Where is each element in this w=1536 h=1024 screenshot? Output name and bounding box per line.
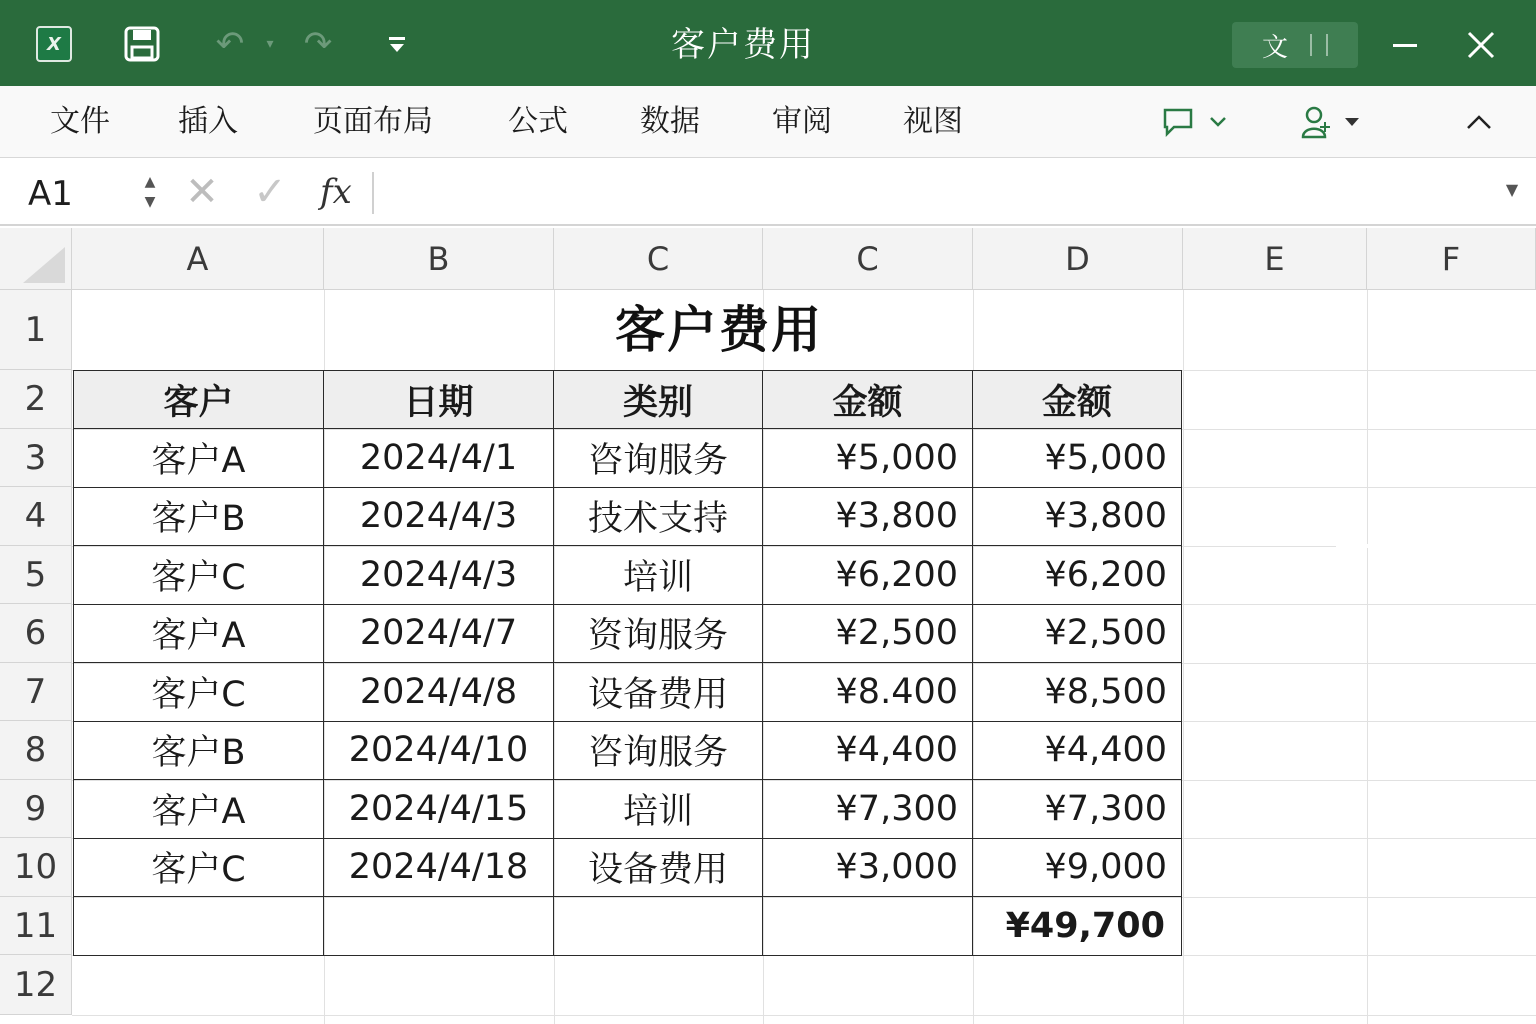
save-icon[interactable] bbox=[124, 26, 160, 62]
column-header-f[interactable]: F bbox=[1367, 228, 1536, 290]
excel-app-icon: X bbox=[36, 26, 72, 62]
table-row bbox=[74, 487, 1182, 546]
header-cell-date[interactable]: 日期 bbox=[324, 371, 554, 429]
cell-category[interactable]: 咨询服务 bbox=[554, 429, 763, 488]
chevron-down-icon[interactable] bbox=[1206, 110, 1230, 134]
column-header-b[interactable]: B bbox=[324, 228, 554, 290]
cell-amount[interactable]: ¥2,500 bbox=[763, 604, 973, 663]
header-cell-customer[interactable]: 客户 bbox=[74, 371, 324, 429]
column-header-a[interactable]: A bbox=[72, 228, 324, 290]
row-header-5[interactable]: 5 bbox=[0, 546, 72, 604]
table-row bbox=[74, 780, 1182, 839]
cell-category[interactable]: 咨询服务 bbox=[554, 721, 763, 780]
row-header-2[interactable]: 2 bbox=[0, 370, 72, 429]
ime-mode-label: 文 bbox=[1262, 32, 1289, 63]
cell-amount-2[interactable]: ¥3,800 bbox=[973, 487, 1182, 546]
cell-amount[interactable]: ¥3,800 bbox=[763, 487, 973, 546]
confirm-check-icon[interactable]: ✓ bbox=[253, 169, 287, 215]
save-icon-graphic bbox=[124, 26, 160, 62]
comment-icon[interactable] bbox=[1160, 106, 1196, 138]
row-header-8[interactable]: 8 bbox=[0, 721, 72, 780]
cell-customer[interactable]: 客户C bbox=[74, 663, 324, 722]
cell-customer[interactable]: 客户A bbox=[74, 429, 324, 488]
cell-date[interactable]: 2024/4/10 bbox=[324, 721, 554, 780]
customize-quick-access-graphic bbox=[385, 33, 409, 57]
row-header-3[interactable]: 3 bbox=[0, 429, 72, 487]
tab-insert[interactable]: 插入 bbox=[178, 104, 238, 139]
table-row bbox=[74, 838, 1182, 897]
cell-amount-2[interactable]: ¥4,400 bbox=[973, 721, 1182, 780]
cell-date[interactable]: 2024/4/18 bbox=[324, 838, 554, 897]
redo-icon[interactable]: ↷ bbox=[303, 24, 333, 64]
cell-category[interactable]: 设备费用 bbox=[554, 838, 763, 897]
cell-customer[interactable]: 客户C bbox=[74, 838, 324, 897]
header-cell-category[interactable]: 类别 bbox=[554, 371, 763, 429]
ime-indicator[interactable] bbox=[1232, 22, 1358, 68]
expand-formula-bar-icon[interactable]: ▼ bbox=[1505, 180, 1519, 199]
cell-amount[interactable]: ¥5,000 bbox=[763, 429, 973, 488]
cell-category[interactable]: 培训 bbox=[554, 546, 763, 605]
cell-date[interactable]: 2024/4/15 bbox=[324, 780, 554, 839]
divider bbox=[372, 172, 374, 214]
cancel-icon[interactable]: ✕ bbox=[185, 169, 219, 215]
cell-amount-2[interactable]: ¥2,500 bbox=[973, 604, 1182, 663]
empty-cell[interactable] bbox=[74, 897, 324, 956]
expense-table bbox=[73, 370, 1182, 956]
row-header-10[interactable]: 10 bbox=[0, 838, 72, 897]
select-all-corner[interactable] bbox=[0, 228, 72, 290]
column-header-d[interactable]: D bbox=[973, 228, 1183, 290]
title-bar bbox=[0, 0, 1536, 86]
cell-amount-2[interactable]: ¥6,200 bbox=[973, 546, 1182, 605]
tab-view[interactable]: 视图 bbox=[903, 104, 963, 139]
cell-amount[interactable]: ¥6,200 bbox=[763, 546, 973, 605]
caret-down-icon[interactable] bbox=[1340, 112, 1364, 132]
cell-category[interactable]: 培训 bbox=[554, 780, 763, 839]
ribbon-tabs bbox=[0, 86, 1536, 158]
tab-formulas[interactable]: 公式 bbox=[508, 104, 568, 139]
window-title: 客户费用 bbox=[671, 25, 815, 65]
cell-date[interactable]: 2024/4/3 bbox=[324, 546, 554, 605]
tab-data[interactable]: 数据 bbox=[640, 104, 700, 139]
cell-amount-2[interactable]: ¥5,000 bbox=[973, 429, 1182, 488]
row-header-12[interactable]: 12 bbox=[0, 955, 72, 1015]
chevron-down-icon-graphic bbox=[1209, 116, 1227, 128]
row-header-9[interactable]: 9 bbox=[0, 780, 72, 838]
gridline bbox=[1367, 290, 1368, 1024]
row-header-7[interactable]: 7 bbox=[0, 663, 72, 721]
row-header-1[interactable]: 1 bbox=[0, 290, 72, 370]
column-header-e[interactable]: E bbox=[1183, 228, 1367, 290]
tab-page-layout[interactable]: 页面布局 bbox=[313, 104, 433, 139]
table-row bbox=[74, 429, 1182, 488]
cell-amount-2[interactable]: ¥7,300 bbox=[973, 780, 1182, 839]
table-header-row bbox=[74, 371, 1182, 429]
cell-amount[interactable]: ¥4,400 bbox=[763, 721, 973, 780]
cell-customer[interactable]: 客户B bbox=[74, 721, 324, 780]
collapse-ribbon-icon[interactable] bbox=[1462, 108, 1496, 136]
sheet-title-cell[interactable]: 客户费用 bbox=[615, 301, 823, 359]
cell-amount[interactable]: ¥3,000 bbox=[763, 838, 973, 897]
minimize-icon[interactable] bbox=[1388, 30, 1422, 60]
formula-input[interactable] bbox=[380, 168, 1480, 216]
close-icon[interactable] bbox=[1462, 26, 1500, 64]
share-person-icon-graphic bbox=[1300, 105, 1332, 139]
cell-amount[interactable]: ¥7,300 bbox=[763, 780, 973, 839]
table-row bbox=[74, 604, 1182, 663]
cell-date[interactable]: 2024/4/1 bbox=[324, 429, 554, 488]
table-row bbox=[74, 721, 1182, 780]
customize-quick-access-icon[interactable] bbox=[382, 30, 412, 60]
share-person-icon[interactable] bbox=[1298, 104, 1334, 140]
render-artifact bbox=[1336, 544, 1536, 548]
formula-bar bbox=[0, 158, 1536, 226]
tab-review[interactable]: 审阅 bbox=[772, 104, 832, 139]
comment-icon-graphic bbox=[1162, 107, 1194, 137]
row-header-11[interactable]: 11 bbox=[0, 897, 72, 955]
gridline bbox=[72, 1015, 1536, 1016]
table-row bbox=[74, 546, 1182, 605]
cell-category[interactable]: 技术支持 bbox=[554, 487, 763, 546]
minimize-icon-graphic bbox=[1391, 31, 1419, 59]
cell-amount-2[interactable]: ¥9,000 bbox=[973, 838, 1182, 897]
table-row bbox=[74, 663, 1182, 722]
select-all-triangle-icon bbox=[23, 247, 65, 283]
total-amount-cell[interactable]: ¥49,700 bbox=[973, 897, 1182, 956]
spreadsheet-grid bbox=[0, 228, 1536, 1024]
cell-date[interactable]: 2024/4/7 bbox=[324, 604, 554, 663]
cell-customer[interactable]: 客户C bbox=[74, 546, 324, 605]
empty-cell[interactable] bbox=[554, 897, 763, 956]
column-header-c[interactable]: C bbox=[554, 228, 763, 290]
cell-category[interactable]: 设备费用 bbox=[554, 663, 763, 722]
cell-customer[interactable]: 客户B bbox=[74, 487, 324, 546]
cell-category[interactable]: 资询服务 bbox=[554, 604, 763, 663]
divider bbox=[1326, 34, 1328, 56]
gridline bbox=[1183, 290, 1184, 1024]
cell-amount[interactable]: ¥8.400 bbox=[763, 663, 973, 722]
cell-customer[interactable]: 客户A bbox=[74, 604, 324, 663]
cell-customer[interactable]: 客户A bbox=[74, 780, 324, 839]
total-row bbox=[74, 897, 1182, 956]
header-cell-amount[interactable]: 金额 bbox=[763, 371, 973, 429]
undo-icon[interactable]: ↶ bbox=[215, 24, 245, 64]
row-header-6[interactable]: 6 bbox=[0, 604, 72, 663]
row-header-4[interactable]: 4 bbox=[0, 487, 72, 546]
empty-cell[interactable] bbox=[324, 897, 554, 956]
name-box-spinner-icon[interactable]: ▲ ▼ bbox=[144, 174, 156, 210]
name-box[interactable]: A1 bbox=[28, 174, 73, 214]
insert-function-icon[interactable]: fx bbox=[320, 172, 352, 212]
cell-date[interactable]: 2024/4/8 bbox=[324, 663, 554, 722]
column-header-c-second[interactable]: C bbox=[763, 228, 973, 290]
close-icon-graphic bbox=[1466, 30, 1496, 60]
divider bbox=[1310, 34, 1312, 56]
caret-down-icon-graphic bbox=[1344, 117, 1360, 127]
empty-cell[interactable] bbox=[763, 897, 973, 956]
undo-dropdown-icon[interactable]: ▾ bbox=[266, 36, 274, 52]
cell-date[interactable]: 2024/4/3 bbox=[324, 487, 554, 546]
header-cell-amount-2[interactable]: 金额 bbox=[973, 371, 1182, 429]
tab-file[interactable]: 文件 bbox=[50, 104, 110, 139]
collapse-ribbon-icon-graphic bbox=[1465, 113, 1493, 131]
cell-amount-2[interactable]: ¥8,500 bbox=[973, 663, 1182, 722]
